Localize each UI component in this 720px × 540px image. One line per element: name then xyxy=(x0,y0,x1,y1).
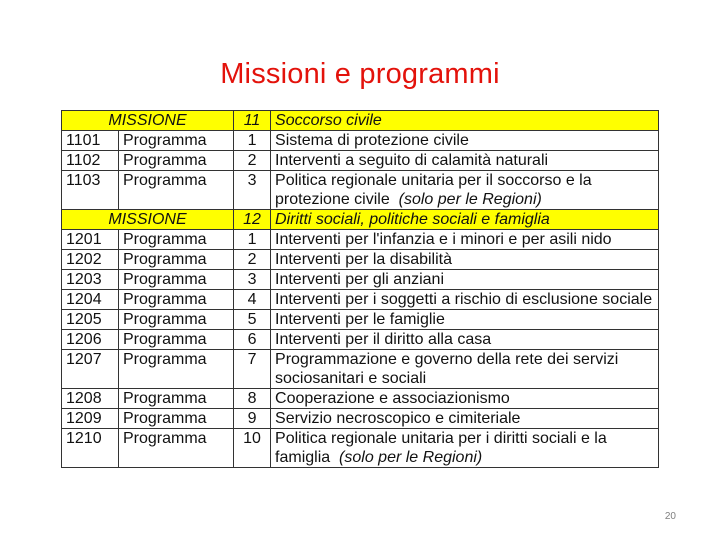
program-code: 1206 xyxy=(62,330,119,350)
program-type: Programma xyxy=(119,290,234,310)
program-row xyxy=(62,171,659,210)
program-description: Politica regionale unitaria per i diritti sociali e la famiglia xyxy=(275,430,607,466)
program-description: Servizio necroscopico e cimiteriale xyxy=(271,409,659,429)
program-code: 1205 xyxy=(62,310,119,330)
program-type: Programma xyxy=(119,171,234,210)
program-code: 1209 xyxy=(62,409,119,429)
program-type: Programma xyxy=(119,389,234,409)
program-description: Interventi per gli anziani xyxy=(271,270,659,290)
program-row xyxy=(62,250,659,270)
program-row xyxy=(62,131,659,151)
program-description: Sistema di protezione civile xyxy=(271,131,659,151)
program-code: 1201 xyxy=(62,230,119,250)
program-row xyxy=(62,429,659,468)
mission-name: Soccorso civile xyxy=(271,111,659,131)
program-code: 1103 xyxy=(62,171,119,210)
program-row xyxy=(62,330,659,350)
program-description: Interventi per l'infanzia e i minori e per asili nido xyxy=(271,230,659,250)
mission-row xyxy=(62,111,659,131)
program-number: 4 xyxy=(234,290,271,310)
program-type: Programma xyxy=(119,350,234,389)
program-row xyxy=(62,310,659,330)
program-code: 1204 xyxy=(62,290,119,310)
program-type: Programma xyxy=(119,250,234,270)
program-note: (solo per le Regioni) xyxy=(339,449,483,466)
program-description: Interventi per il diritto alla casa xyxy=(271,330,659,350)
slide-title: Missioni e programmi xyxy=(220,58,500,90)
mission-row xyxy=(62,210,659,230)
program-code: 1101 xyxy=(62,131,119,151)
program-number: 3 xyxy=(234,171,271,210)
mission-number: 12 xyxy=(234,210,271,230)
page-number: 20 xyxy=(664,511,676,522)
program-code: 1202 xyxy=(62,250,119,270)
program-row xyxy=(62,290,659,310)
program-number: 5 xyxy=(234,310,271,330)
program-number: 2 xyxy=(234,250,271,270)
program-description-cell xyxy=(271,429,659,468)
mission-name: Diritti sociali, politiche sociali e famiglia xyxy=(271,210,659,230)
program-description: Programmazione e governo della rete dei servizi sociosanitari e sociali xyxy=(271,350,659,389)
program-number: 3 xyxy=(234,270,271,290)
program-description: Interventi a seguito di calamità naturali xyxy=(271,151,659,171)
program-description: Interventi per i soggetti a rischio di esclusione sociale xyxy=(271,290,659,310)
mission-label: MISSIONE xyxy=(62,111,234,131)
mission-number: 11 xyxy=(234,111,271,131)
program-row xyxy=(62,230,659,250)
program-type: Programma xyxy=(119,310,234,330)
program-code: 1203 xyxy=(62,270,119,290)
program-number: 1 xyxy=(234,230,271,250)
program-type: Programma xyxy=(119,151,234,171)
program-row xyxy=(62,350,659,389)
program-type: Programma xyxy=(119,429,234,468)
program-description: Politica regionale unitaria per il soccorso e la protezione civile xyxy=(275,172,592,208)
program-number: 10 xyxy=(234,429,271,468)
program-number: 1 xyxy=(234,131,271,151)
program-type: Programma xyxy=(119,330,234,350)
program-number: 8 xyxy=(234,389,271,409)
program-row xyxy=(62,270,659,290)
program-number: 6 xyxy=(234,330,271,350)
mission-label: MISSIONE xyxy=(62,210,234,230)
program-code: 1210 xyxy=(62,429,119,468)
program-number: 2 xyxy=(234,151,271,171)
program-type: Programma xyxy=(119,270,234,290)
missions-programs-table xyxy=(61,110,659,468)
program-row xyxy=(62,389,659,409)
program-number: 9 xyxy=(234,409,271,429)
program-type: Programma xyxy=(119,230,234,250)
program-description: Interventi per la disabilità xyxy=(271,250,659,270)
program-code: 1208 xyxy=(62,389,119,409)
program-type: Programma xyxy=(119,409,234,429)
program-type: Programma xyxy=(119,131,234,151)
program-note: (solo per le Regioni) xyxy=(398,191,542,208)
program-description-cell xyxy=(271,171,659,210)
program-code: 1102 xyxy=(62,151,119,171)
program-number: 7 xyxy=(234,350,271,389)
program-description: Interventi per le famiglie xyxy=(271,310,659,330)
program-row xyxy=(62,409,659,429)
program-row xyxy=(62,151,659,171)
program-description: Cooperazione e associazionismo xyxy=(271,389,659,409)
program-code: 1207 xyxy=(62,350,119,389)
